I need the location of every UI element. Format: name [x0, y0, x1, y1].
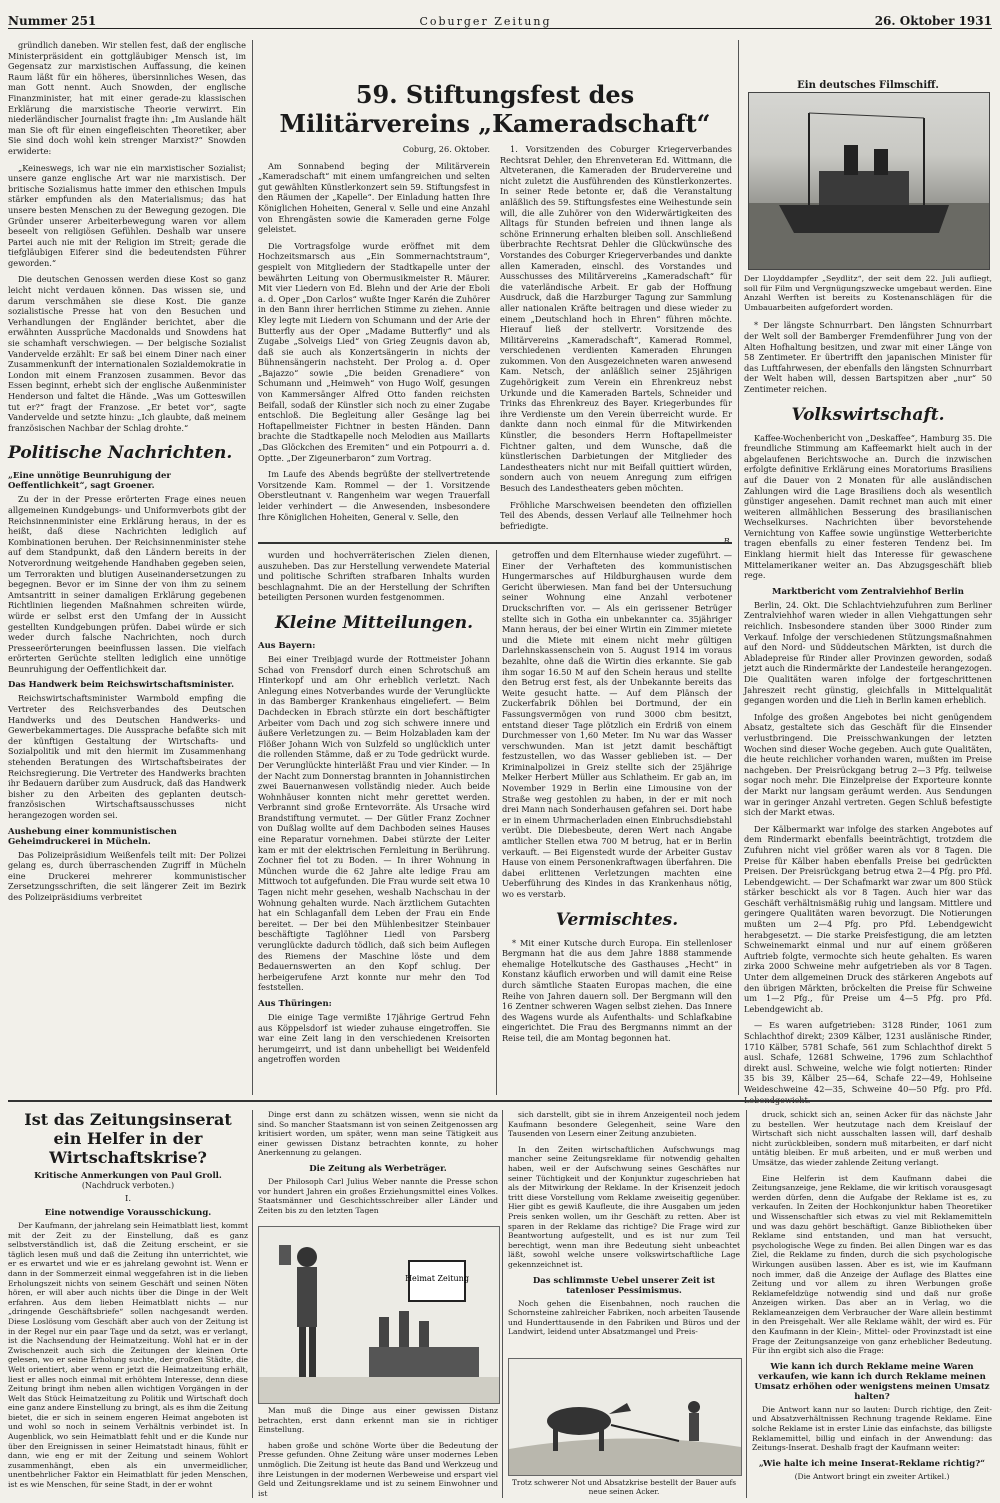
- column-middle-left: [258, 550, 490, 1095]
- column-left: [8, 40, 246, 1095]
- article-title: 59. Stiftungsfest des Militärvereins „Kameradschaft“: [279, 80, 711, 138]
- article-text: Kaffee-Wochenbericht von „Deskaffee“, Hamburg 35. Die freundliche Stimmung am Kaffeemarkt hielt auch in der abgelaufenen Berichtswoche an. Durch die inzwischen erfolgte definitive Erklärung eines Moratoriums Brasiliens auf die Dauer von 2 Monaten für alle ausländischen Zahlungen wird die Lage Brasiliens doch als wesentlich günstiger angesehen. Damit rechnet man auch mit einer weiteren allmählichen Besserung des brasilianischen Wechselkurses. Nachrichten über bevorstehende Vernichtung von Kaffee sowie ungünstige Wetterberichte tragen ebenfalls zu einer festeren Tendenz bei. Im Einklang hiermit hielt das Interesse für gewaschene Mittelamerikaner weiter an. Das Abzugsgeschäft blieb rege.: [744, 432, 992, 581]
- article-text: Der Kälbermarkt war infolge des starken Angebotes auf dem Rindermarkt ebenfalls beeinträchtigt, trotzdem die Zufuhren nicht viel größer waren als vor 8 Tagen. Die Preise für Kälber haben ebenfalls Preise bei gedrückten Preisen. Der Preisrückgang betrug etwa 2—4 Pfg. pro Pfd. Lebendgewicht. — Der Schafmarkt war zwar um 800 Stück stärker beschickt als vor 8 Tagen. Auch hier war das Geschäft verhältnismäßig ruhig und langsam. Mittlere und geringere Qualitäten waren bevorzugt. Die Notierungen mußten um 2—4 Pfg. pro Pfd. Lebendgewicht herabgesetzt. — Die starke Preisfestigung, die am letzten Schweinemarkt einmal und nur auf einem größeren Auftrieb folgte, vermochte sich heute gehalten. Es waren zirka 2000 Schweine mehr aufgetrieben als vor 8 Tagen. Unter dem allgemeinen Druck des stärkeren Angebots auf den übrigen Märkten, bröckelten die Preise für Schweine um 1—2 Pfg., für Preise um 4—5 Pfg. pro Pfd. Lebendgewicht ab.: [744, 823, 992, 1014]
- illustration-caption-box: [508, 1478, 740, 1500]
- bottom-column-1: [8, 1110, 248, 1498]
- dateline: Coburg, 26. Oktober.: [402, 144, 490, 154]
- article-text: Bei einer Treibjagd wurde der Rottmeister Johann Schad von Frensdorf durch einen Schrotschuß am Hinterkopf und am Ohr erheblich verletzt. Nach Anlegung eines Notverbandes wurde der Verunglückte in das Bamberger Krankenhaus eingeliefert. — Beim Dachdecken in Ebrach stürzte ein dort beschäftigter Arbeiter vom Dach und zog sich schwere innere und äußere Verletzungen zu. — Beim Holzabladen kam der Flößer Johann Wich von Sulzfeld so unglücklich unter die rollenden Stämme, daß er zu Tode gedrückt wurde. Der Verunglückte hinterläßt Frau und vier Kinder. — In der Nacht zum Donnerstag brannten in Johannistirchen zwei Bauernanwesen vollständig nieder. Auch beide Wohnhäuser konnten nicht mehr gerettet werden. Verbrannt sind große Erntevorräte. Als Ursache wird Brandstiftung vermutet. — Der Gütler Franz Zochner von Dußlag wollte auf dem Dachboden seines Hauses eine Reparatur vornehmen. Dabei stürzte der Leiter kam er mit der elektrischen Fernleitung in Berührung. Zochner fiel tot zu Boden. — In ihrer Wohnung in München wurde die 62 Jahre alte ledige Frau am Mittwoch tot aufgefunden. Die Frau wurde seit etwa 10 Tagen nicht mehr gesehen, weshalb Nachschau in der Wohnung gehalten wurde. Nach ärztlichem Gutachten hat ein Schlaganfall dem Leben der Frau ein Ende bereitet. — Der bei den Mühlenbesitzer Steinbauer beschäftigte Taglöhner Liedl von Parsberg verunglückte dadurch tödlich, daß sich beim Auflegen des Riemens der Maschine löste und dem Bedauernswerten an den Kopf schlug. Der herbeigerufene Arzt konnte nur mehr den Tod feststellen.: [258, 653, 490, 993]
- article-text: Im Laufe des Abends begrüßte der stellvertretende Vorsitzende Kam. Rommel — der 1. Vorsitzende Oberstleutnant v. Rangenheim war wegen Trauerfall leider verhindert — die Anwesenden, insbesondere Ihre Königlichen Hoheiten, General v. Selle, den: [258, 469, 490, 522]
- section-heading-vermischtes: Vermischtes.: [555, 909, 679, 930]
- article-column: [258, 144, 490, 546]
- subheading: Aus Thüringen:: [258, 998, 332, 1009]
- subheading: Das schlimmste Uebel unserer Zeit ist tatenloser Pessimismus.: [532, 1275, 716, 1296]
- article-column: [500, 144, 732, 546]
- article-text: Die deutschen Genossen werden diese Kost so ganz leicht nicht verdauen können. Das wissen sie, und darum verschmähen sie diese Kost. Die ganze sozialistische Presse hat von den Besuchen und Verhandlungen der Engländer berichtet, aber die erwähnten Aussprüche Macdonalds und Snowdens hat sie schamhaft verschwiegen. — Der belgische Sozialist Vandervelde erzählt: Er saß bei einem Diner nach einer Zusammenkunft der internationalen Sozialdemokratie in London mit einem Franzosen zusammen. Bevor das Essen beginnt, erhebt sich der englische Außenminister Henderson und faltet die Hände. „Was um Gotteswillen tut er?“ fragt der Franzose. „Er betet vor“, sagte Vandervelde und setzte hinzu: „Ich glaubte, daß meinem französischen Nachbar der Schlag drohte.“: [8, 274, 246, 433]
- bottom-column-2b: [258, 1406, 498, 1498]
- bold-question: „Wie halte ich meine Inserat-Reklame richtig?“: [758, 1458, 986, 1469]
- article-text: getroffen und dem Elternhause wieder zugeführt. — Einer der Verhafteten des kommunistischen Hungermarsches auf Hildburghausen wurde dem Gericht überwiesen. Man fand bei der Untersuchung seiner Wohnung eine Anzahl verbotener Druckschriften vor. — Als ein gerissener Betrüger stellte sich in Gotha ein unbekannter ca. 35jähriger Mann heraus, der bei einer Wirtin ein Zimmer mietete und die Miete mit einem nicht mehr gültigen Darlehnskassenschein von 5. August 1914 im voraus bezahlte, ohne daß die Wirtin dies erkannte. Sie gab ihm sogar 16.50 M auf den Schein heraus und stellte den Betrug erst fest, als der Unbekannte bereits das Weite gesucht hatte. — Auf dem Plänsch der Zuckerfabrik Döhlen bei Dortmund, der ein Fassungsvermögen von rund 3000 cbm besitzt, entstand dieser Tage plötzlich ein Erdriß von einem Durchmesser von 1,60 Meter. Im Nu war das Wasser verschwunden. Man ist jetzt damit beschäftigt festzustellen, wo das Wasser geblieben ist. — Der Kriminalpolizei in Greiz stellte sich der 25jährige Melker Herbert Müller aus Schlatheim. Er gab an, im November 1929 in Berlin eine Limousine von der Straße weg gestohlen zu haben, in der er mit noch drei Mann nach Sonderhausen gefahren sei. Dort habe er in einem Uhrmacherladen einen Einbruchsdiebstahl verübt. Die Diebesbeute, deren Wert nach Angabe amtlicher Stellen etwa 700 M betrug, hat er in Berlin verkauft. — Bei Eigenstedt wurde der Arbeiter Gustav Hause von einem Personenkraftwagen überfahren. Die dabei erlittenen Verletzungen machten eine Ueberführung des Kindes in das Krankenhaus nötig, wo es verstarb.: [502, 550, 732, 899]
- section-heading-volkswirtschaft: Volkswirtschaft.: [791, 404, 945, 425]
- article-text: „Keineswegs, ich war nie ein marxistischer Sozialist; unsere ganze englische Art war nie marxistisch. Der britische Sozialismus hatte immer den ethischen Impuls stärker empfunden als den Materialismus; das hat unsere besten Menschen zu der Bewegung gezogen. Die Gründer unserer Arbeiterbewegung waren vor allem beseelt von religiösen Gefühlen. Deshalb war unsere Partei auch nie mit der Religion im Streit; gerade die tiefgläubigen Eiferer sind die bedeutendsten Führer geworden.“: [8, 162, 246, 268]
- issue-number: Nummer 251: [8, 14, 97, 28]
- reprint-note: (Nachdruck verboten.): [81, 1181, 175, 1190]
- subheading: Die Zeitung als Werbeträger.: [309, 1163, 447, 1174]
- subheading: Das Handwerk beim Reichswirtschaftsminister.: [8, 680, 235, 691]
- section-number: I.: [124, 1194, 132, 1204]
- illustration-caption: Trotz schwerer Not und Absatzkrise bestellt der Bauer aufs neue seinen Acker.: [512, 1478, 736, 1496]
- article-text: haben große und schöne Worte über die Bedeutung der Presse gefunden. Ohne Zeitung wäre unser modernes Leben unmöglich. Die Zeitung ist heute das Band und Werkzeug und ihre Leistungen in der modernen Werbeweise und erspart viel Geld und Zeitungsreklame und ist zu seinem Einwohner und ist: [258, 1440, 498, 1498]
- column-rule: [252, 40, 253, 1095]
- article-text: Man muß die Dinge aus einer gewissen Distanz betrachten, erst dann erkennt man sie in richtiger Einstellung.: [258, 1406, 498, 1435]
- continuation-note: (Die Antwort bringt ein zweiter Artikel.): [794, 1471, 950, 1481]
- newspaper-name: Coburger Zeitung: [419, 15, 552, 28]
- article-subtitle: Kritische Anmerkungen von Paul Groll.: [34, 1171, 222, 1181]
- photo-title: Ein deutsches Filmschiff.: [797, 80, 939, 91]
- article-text: Zu der in der Presse erörterten Frage eines neuen allgemeinen Kundgebungs- und Uniformverbots gibt der Reichsinnenminister eine Erklärung heraus, in der es heißt, daß diese Nachrichten lediglich auf Kombinationen beruhen. Der Reichsinnenminister stehe auf dem Standpunkt, daß den Ländern bereits in der Notverordnung weitgehende Handhaben gegeben seien, um Terrorakten und blutigen Auseinandersetzungen zu begegnen. Bevor er im Sinne der von ihm zu seinem Amtsantritt in seiner damaligen Erklärung gegebenen Richtlinien liegenden Maßnahmen schreiten würde, würde er selbst erst den Umfang der in Aussicht gestellten Kundgebungen prüfen. Dabei würde er sich weder durch falsche Nachrichten, noch durch Presseerörterungen beeinflussen lassen. Die vielfach erörterten Gerüchte stellten lediglich eine unnötige Beunruhigung der Oeffentlichkeit dar.: [8, 494, 246, 674]
- column-rule: [738, 40, 739, 1095]
- article-text: — Es waren aufgetrieben: 3128 Rinder, 1061 zum Schlachthof direkt; 2309 Kälber, 1231 auslänische Rinder, 1710 Kälber, 5781 Schafe, 561 zum Schlachthof direkt 5 ausl. Schafe, 12681 Schweine, 1796 zum Schlachthof direkt ausl. Schweine, welche wie folgt notierten: Rinder 35 bis 39, Kälber 25—64, Schafe 22—49, Hohlseine Weideschweine 42—35, Schweine 40—50 Pfg. pro Pfd.: [744, 1020, 992, 1094]
- issue-date: 26. Oktober 1931: [874, 14, 992, 28]
- article-stiftungsfest: [258, 80, 732, 540]
- article-text: sich darstellt, gibt sie in ihrem Anzeigenteil noch jedem Kaufmann besondere Gelegenheit, seine Ware den Tausenden von Lesern einer Zeitung anzubieten.: [508, 1110, 740, 1139]
- column-rule: [496, 550, 497, 1095]
- plowing-farmer-illustration: [508, 1358, 742, 1476]
- article-text: Infolge des großen Angebotes bei nicht genügendem Absatz, gestaltete sich das Geschäft für die Einsender verlustbringend. Die Preisschwankungen der letzten Wochen sind dieser Woche gegeben. Auch gute Qualitäten, die heute reichlicher vorhanden waren, mußten im Preise nachgeben. Der Preisrückgang betrug 2—3 Pfg. teilweise sogar noch mehr. Die Einzelpreise der Exporteure konnte der Markt nur langsam geräumt werden. Aus Sendungen war in geringer Anzahl vertreten. Gegen Schluß befestigte sich der Markt etwas.: [744, 711, 992, 818]
- article-text: * Der längste Schnurrbart. Den längsten Schnurrbart der Welt soll der Bamberger Fremdenführer Jung von der Alten Hofhaltung besitzen, und zwar mit einer Länge von 58 Zentimeter. Er übertrifft den japanischen Minister für das Luftfahrwesen, der ebenfalls den längsten Schnurrbart der Welt haben will, dessen Bartspitzen aber „nur“ 50 Zentimeter reichen.: [744, 320, 992, 394]
- section-rule: [258, 542, 732, 544]
- article-text: Dinge erst dann zu schätzen wissen, wenn sie nicht da sind. So mancher Staatsmann ist von seinen Zeitgenossen arg kritisiert worden, um später, wenn man seine Tätigkeit aus einer gewissen Distanz betrachten konnte, zu hoher Anerkennung zu gelangen.: [258, 1110, 498, 1158]
- newspaper-reader-illustration: [258, 1226, 500, 1404]
- subheading: Marktbericht vom Zentralviehhof Berlin: [772, 586, 964, 597]
- photo-caption: Der Lloyddampfer „Seydlitz“, der seit dem 22. Juli aufliegt, soll für Film und Vergnügungszwecke umgebaut werden. Eine Anzahl Werften ist bereits zu Kostenanschlägen für die Umbauarbeiten aufgefordert worden.: [744, 274, 992, 312]
- article-text: In den Zeiten wirtschaftlichen Aufschwungs mag mancher seine Zeitungsreklame für notwendig gehalten haben, weil er der Aufschwung seines Geschäftes nur seiner Tüchtigkeit und der Konjunktur zugeschrieben hat als der Mitwirkung der Reklame. In der Krisenzeit jedoch tritt diese Vorstellung vom Reklame zweiseitig gegenüber. Hier gibt es gewiß Kaufleute, die ihre Ausgaben um jeden Preis senken wollen, um ihr Geschäft zu retten. Aber ist sparen in der Reklame das richtige? Die Frage wird zur Beantwortung aufgestellt, und es ist nur zum Teil berechtigt, wenn man ihre Bedeutung sieht unbeachtet läßt, sowohl welche unsere volkswirtschaftliche Lage gekennzeichnet ist.: [508, 1144, 740, 1269]
- bottom-column-3: [508, 1110, 740, 1360]
- bold-question: Wie kann ich durch Reklame meine Waren verkaufen, wie kann ich durch Reklame meinen Umsatz erhöhen oder wenigstens meinen Umsatz halten?: [754, 1361, 990, 1402]
- column-middle-right: [502, 550, 732, 1095]
- article-text: Eine Helferin ist dem Kaufmann dabei die Zeitungsanzeige, jene Reklame, die wir kritisch vorausgesagt werden dürfen, denn die Aufgabe der Reklame ist es, zu verkaufen. In Zeiten der Hochkonjunktur haben Theoretiker und Wissenschaftler sich etwas zu viel mit Reklamemitteln und was dazu gehört beschäftigt. Ganze Bibliotheken über Reklame sind entstanden, und man hat versucht, psychologische Wege zu finden. Bei allen Dingen war es das Ziel, die Reklame zu finden, durch die sich psychologische Wirkungen ausüben lassen. Aber es ist, wie im Kaufmann noch immer, daß die Anzeige der Auflage des Blattes eine Zeitung und vor allem zu ihren Werbungen große Reklamefeldzüge notwendig sind und daß nur große Anzeigen wirken. Das aber an in Verlag, wo die Reklameanzeigen dem Verbraucher der Ware allein bestimmt in den Preisgehalt. Wer alle Reklame wählt, der wird es. Für den Kaufmann in der Klein-, Mittel- oder Provinzstadt ist eine Frage der Zeitungsanzeige von ganz erheblicher Bedeutung. Für ihn ergibt sich also die Frage:: [752, 1173, 992, 1356]
- article-text: Reichswirtschaftsminister Warmbold empfing die Vertreter des Reichsverbandes des Deutschen Handwerks und des Deutschen Handwerks- und Gewerbekammertages. Die Aussprache befaßte sich mit der künftigen Gestaltung der Wirtschafts- und Sozialpolitik und mit den hiermit im Zusammenhang stehenden Beratungen des Wirtschaftsbeirates der Reichsregierung. Die Vertreter des Handwerks brachten ihr Bedauern darüber zum Ausdruck, daß das Handwerk bisher zu den Arbeiten des geplanten deutsch-französischen Wirtschaftsausschusses nicht herangezogen worden sei.: [8, 693, 246, 820]
- article-text: Die einige Tage vermißte 17jährige Gertrud Fehn aus Köppelsdorf ist wieder zuhause eingetroffen. Sie war eine Zeit lang in den verschiedenen Kreisorten herumgeirrt, und ist dann unbehelligt bei Weidenfeld angetroffen worden: [258, 1011, 490, 1065]
- article-text: gründlich daneben. Wir stellen fest, daß der englische Ministerpräsident ein gottgläubiger Mensch ist, im Gegensatz zur marxistischen Auffassung, die keinen Raum läßt für ein höheres, übersinnliches Wesen, das man Gott nennt. Auch Snowden, der englische Finanzminister, hat mit einer gerade-zu klassischen Erklärung die marxistische Theorie verwirrt. Ein niederländischer Journalist fragte ihn: „Im Auslande hält man Sie oft für einen eingefleischten Theoretiker, aber Sie sind doch wohl kein strenger Marxist?“ Snowden erwiderte:: [8, 40, 246, 156]
- page-header: [8, 8, 992, 29]
- ship-illustration: [749, 93, 989, 269]
- column-rule: [502, 1110, 503, 1498]
- column-right: [744, 274, 992, 1094]
- bottom-column-4: [752, 1110, 992, 1498]
- section-rule: [8, 1100, 992, 1102]
- ship-photo: [748, 92, 990, 270]
- article-text: Die Vortragsfolge wurde eröffnet mit dem Hochzeitsmarsch aus „Ein Sommernachtstraum“, gespielt von Mitgliedern der Stadtkapelle unter der bewährten Leitung von Obermusikmeister R. Mäurer. Mit vier Liedern von Ed. Blehn und der Arie der Eboli a. d. Oper „Don Carlos“ wußte Inger Karén die Zuhörer in den Bann ihrer herrlichen Stimme zu ziehen. Annie Kley legte mit Liedern von Schumann und der Arie der Butterfly aus der Oper „Madame Butterfly“ und als Zugabe „Solveigs Lied“ von Grieg Zeugnis davon ab, daß sie auch als Konzertsängerin in nichts der Bühnensängerin nachsteht. Der Prolog a. d. Oper „Bajazzo“ sowie „Die beiden Grenadiere“ von Schumann und „Heimweh“ von Hugo Wolf, gesungen von Kammersänger Alfred Otto fanden reichsten Beifall, sodaß der Künstler sich noch zu einer Zugabe entschloß. Die Begleitung aller Gesänge lag bei Hoftapellmeister Fichtner in besten Händen. Dann brachte die Stadtkapelle noch Melodien aus Maillarts „Das Glöckchen des Eremiten“ und ein Potpourri a. d. Optte. „Der Zigeunerbaron“ zum Vortrag.: [258, 240, 490, 463]
- article-text: Noch gehen die Eisenbahnen, noch rauchen die Schornsteine zahlreicher Fabriken, noch arbeiten Tausende und Hunderttausende in den Fabriken und Büros und der Landwirt, leidend unter Absatzmangel und Preis-: [508, 1298, 740, 1337]
- article-text: Berlin, 24. Okt. Die Schlachtviehzufuhren zum Berliner Zentralviehhof waren wieder in allen Viehgattungen sehr reichlich. Insbesondere standen über 3000 Rinder zum Verkauf. Infolge der verschiedenen Stützungsmaßnahmen auf den Nord- und Süddeutschen Märkten, ist durch die Abladepreise für Rinder aller Provinzen geworden, sodaß jetzt auch die Rindermärkte der Landesteile herangezogen. Die Qualitäten waren infolge der fortgeschrittenen Jahreszeit recht günstig, gleichfalls in Mittelqualität gegangen worden und die Lieh in Berlin kamen erheblich.: [744, 599, 992, 706]
- subheading: Aus Bayern:: [258, 640, 316, 651]
- article-text: wurden und hochverräterischen Zielen dienen, auszuheben. Das zur Herstellung verwendete Material und politische Schriften strafbaren Inhalts wurden beschlagnahmt. Die an der Herstellung der Schriften beteiligten Personen wurden festgenommen.: [258, 550, 490, 603]
- farmer-drawing: [509, 1359, 741, 1475]
- article-text: Fröhliche Marschweisen beendeten den offiziellen Teil des Abends, dessen Verlauf alle Teilnehmer hoch befriedigte.: [500, 499, 732, 531]
- subheading: Eine notwendige Vorausschickung.: [44, 1208, 212, 1218]
- subheading: Aushebung einer kommunistischen Geheimdruckerei in Mücheln.: [8, 826, 177, 847]
- article-text: Die Antwort kann nur so lauten: Durch richtige, den Zeit- und Absatzverhältnissen Rechnung tragende Reklame. Eine solche Reklame ist in erster Linie das einfachste, das billigste Reklamemittel, billig und einfach in der Anwendung: das Zeitungs-Inserat. Deshalb fragt der Kaufmann weiter:: [752, 1404, 992, 1453]
- reader-drawing: [259, 1227, 499, 1403]
- column-rule: [746, 1110, 747, 1498]
- section-heading-politics: Politische Nachrichten.: [8, 443, 233, 464]
- article-text: Am Sonnabend beging der Militärverein „Kameradschaft“ mit einem umfangreichen und selten gut gewählten Künstlerkonzert sein 59. Stiftungsfest in den Räumen der „Kapelle“. Der Einladung hatten Ihre Königlichen Hoheiten, General v. Selle und eine Anzahl von Ehrengästen sowie die Kameraden gerne Folge geleistet.: [258, 160, 490, 235]
- illustration-label: Heimat Zeitung: [405, 1274, 469, 1283]
- article-title: Ist das Zeitungsinserat ein Helfer in der Wirtschaftskrise?: [24, 1110, 232, 1167]
- article-text: Der Philosoph Carl Julius Weber nannte die Presse schon vor hundert Jahren ein großes Erziehungsmittel eines Volkes. Staatsmänner und Geschichtsschreiber aller Länder und Zeiten bis zu den letzten Tagen: [258, 1176, 498, 1215]
- article-text: 1. Vorsitzenden des Coburger Kriegerverbandes Rechtsrat Dehler, den Ehrenveteran Ed. Wittmann, die Altveteranen, die Kameraden der Brudervereine und nicht zuletzt die Ausführenden des Künstlerkonzertes. In seiner Rede betonte er, daß die Veranstaltung anläßlich des 59. Stiftungsfestes eine Weihestunde sein will, die alle Zuhörer von den Widerwärtigkeiten des Alltags für Stunden befreien und ihnen lange als schöne Erinnerung erhalten bleiben soll. Anschließend überbrachte Rechtsrat Dehler die Glückwünsche des Vorstandes des Coburger Kriegerverbandes und dankte allen Kameraden, einschl. des Vorstandes und Ausschusses des Militärvereins „Kameradschaft“ für die vaterländische Arbeit. Er gab der Hoffnung Ausdruck, daß die Harzburger Tagung zur Sammlung aller nationalen Kräfte beitragen und diese wieder zu einem „Deutschland hoch in Ehren“ führen möchte. Hierauf ließ der stellvertr. Vorsitzende des Militärvereins „Kameradschaft“, Kamerad Rommel, verschiedenen verdienten Kameraden Ehrungen zukommen. Von den Ausgezeichneten waren anwesend Kam. Netsch, der anläßlich seiner 25jährigen Zugehörigkeit zum Verein ein Ehrenkreuz nebst Urkunde und die Kameraden Bartels, Schneider und Trinks das Ehrenkreuz des Bayer. Kriegerbundes für ihre Verdienste um den Verein überreicht wurde. Er dankte dann noch einmal für die Mitwirkenden Künstler, die besonders Herrn Hoftapellmeister Fichtner galten, und dem Wunsche, daß die künstlerischen Darbietungen der Mitglieder des Landestheaters nicht nur mit Beifall quittiert würden, sondern auch von neuem Anregung zum eifrigen Besuch des Landestheaters geben möchten.: [500, 144, 732, 493]
- article-text: Der Kaufmann, der jahrelang sein Heimatblatt liest, kommt mit der Zeit zu der Einstellung, daß es ganz selbstverständlich ist, daß die Zeitung erscheint, er sie täglich lesen muß und daß die Zeitung ihn unterrichtet, wie er es erwartet und wie er es jahrelang gewohnt ist. Wenn er dann in der Sommerzeit einmal weggefahren ist in die lieben Erholungszeit nichts von seinem Geschäft und seinen Nöten hören, er will aber auch nichts über die Dinge in der Welt erfahren. Aus dem lieben Heimatblatt nichts — nur „dringende Geschäftsbriefe“ sollen nachgesandt werden. Diese Loslösung vom Geschäft aber auch von der Zeitung ist in der Regel nur ein paar Tage und da setzt, was er verlangt, ist die Nachsendung der Heimatzeitung. Wohl hat er in der Zwischenzeit auch sich die Zeitungen der kleinen Orte gelesen, wo er seine Erholung suchte, der großen Städte, die Welt orientiert, aber wenn er jetzt die Heimatzeitung erhält, liest er alles noch einmal mit erhöhtem Interesse, denn diese Zeitung bringt ihm neben allen wichtigen Vorgängen in der Welt das Stück Heimatzeitung zu Politik und Wirtschaft doch eine ganz andere Einstellung zu bringt, als es ihm die Zeitung bietet, die er sich in seinem engeren Heimat angeboten ist und wohl so noch in seinem Verhältnis verbindet ist. In Augenblick, wo sein Heimatblatt fehlt und er die Kunde nur über den Ereignissen in seiner Heimatstadt hinaus, fühlt er dann, wie eng er mit der Zeitung und seinem Wohlort zusammenhängt, eben als ein unvermeidlicher, unentbehrlicher Faktor ein Heimatblatt für jeden Menschen, ist es wie Menschen, für seine Stadt, in der er wohnt: [8, 1221, 248, 1490]
- article-text: * Mit einer Kutsche durch Europa. Ein stellenloser Bergmann hat die aus dem Jahre 1888 stammende ehemalige Hotelkutsche des Gasthauses „Hecht“ in Konstanz käuflich erworben und will damit eine Reise durch sämtliche Staaten Europas machen, die eine Reihe von Jahren dauern soll. Der Bergmann will den 16 Zentner schweren Wagen selbst ziehen. Das Innere des Wagens wurde als Aufenthalts- und Schlafkabine eingerichtet. Die Frau des Bergmanns nimmt an der Reise teil, die am Montag begonnen hat.: [502, 937, 732, 1043]
- subheading: „Eine unnötige Beunruhigung der Oeffentlichkeit“, sagt Groener.: [8, 471, 171, 492]
- column-rule: [252, 1110, 253, 1498]
- section-heading-kleine: Kleine Mitteilungen.: [274, 612, 473, 633]
- article-text: Das Polizeipräsidium Weißenfels teilt mit: Der Polizei gelang es, durch überraschenden Zugriff in Mücheln eine Druckerei mehrerer kommunistischer Zersetzungsschriften, die seit längerer Zeit im Bezirk des Polizeipräsidiums verbreitet: [8, 849, 246, 902]
- article-text: druck, schickt sich an, seinen Acker für das nächste Jahr zu bestellen. Wer heutzutage nach dem Kreislauf der Wirtschaft sich nicht ausschalten lassen will, darf deshalb nicht zurückbleiben, sondern muß mitarbeiten, er darf nicht untätig bleiben. Er muß arbeiten, und er muß werben und Umsätze, das wieder zahlende Zeitung verlangt.: [752, 1110, 992, 1167]
